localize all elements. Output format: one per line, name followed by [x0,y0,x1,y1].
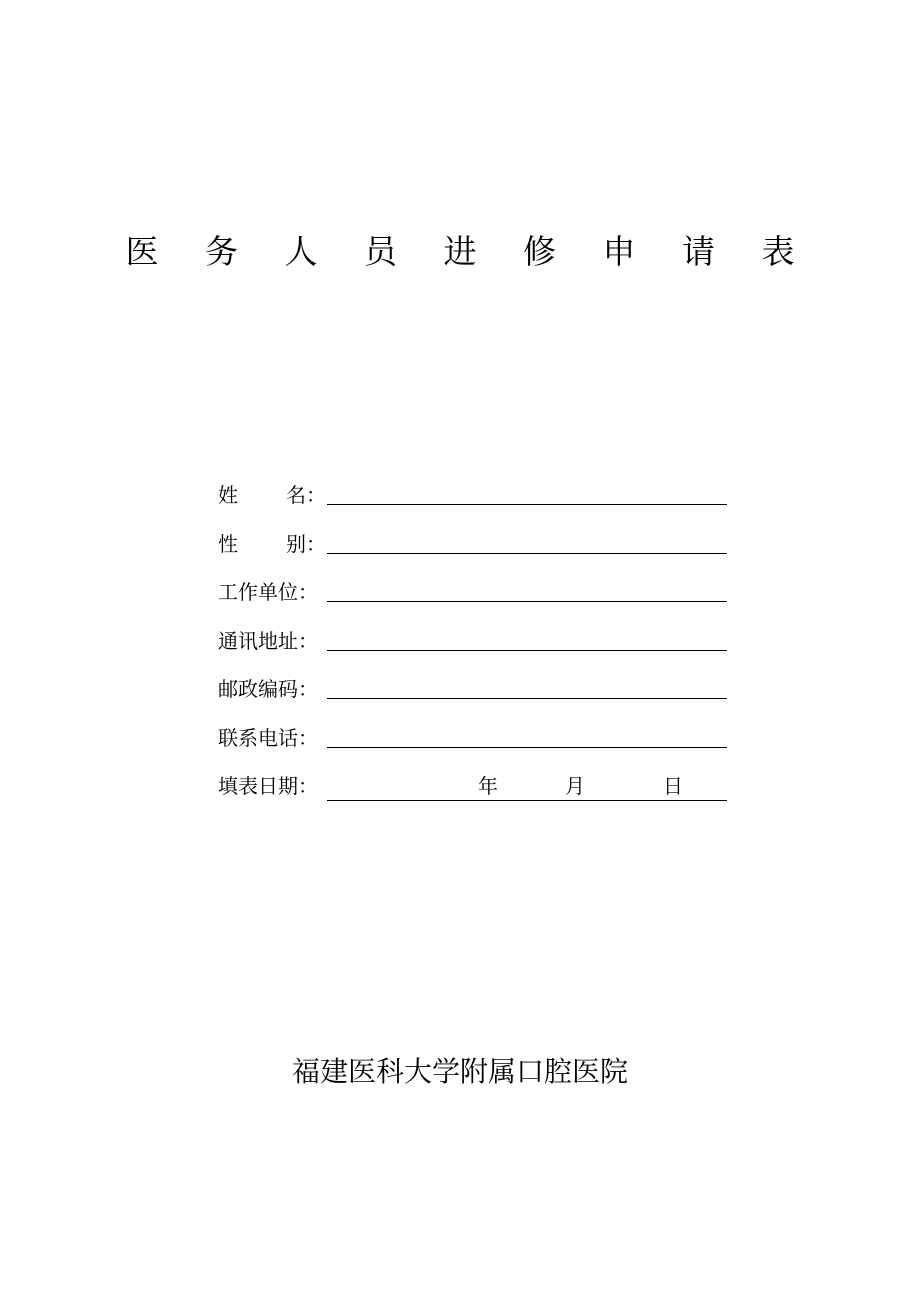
field-row-address [218,624,728,673]
field-label-phone: 联系电话： [218,725,318,750]
field-label-name-part1: 姓 [218,483,238,507]
field-row-date [218,769,728,818]
date-year-unit: 年 [478,774,498,798]
field-row-postcode [218,672,728,721]
field-label-address: 通讯地址： [218,628,318,653]
field-label-work-unit: 工作单位： [218,580,318,604]
work-unit-input-line[interactable] [327,601,727,602]
field-row-phone [218,721,728,770]
phone-input-line[interactable] [327,747,727,748]
field-label-postcode: 邮政编码： [218,677,318,701]
field-label-gender-part1: 性 [218,531,238,556]
field-row-name [218,478,728,527]
date-day-unit: 日 [663,774,683,798]
name-input-line[interactable] [327,504,727,505]
date-month-unit: 月 [565,774,585,798]
field-label-gender [218,530,326,558]
field-label-date: 填表日期： [218,774,318,798]
field-label-name [218,481,326,509]
applicant-info-form [218,478,728,818]
field-row-gender [218,527,728,576]
field-label-name-part2: 名： [286,483,326,507]
date-input-line[interactable] [327,772,727,801]
field-row-work-unit [218,575,728,624]
form-title: 医 务 人 员 进 修 申 请 表 [125,232,813,271]
field-label-gender-part2: 别： [286,531,326,556]
gender-input-line[interactable] [327,553,727,554]
address-input-line[interactable] [327,650,727,651]
postcode-input-line[interactable] [327,698,727,699]
hospital-name: 福建医科大学附属口腔医院 [291,1055,628,1088]
